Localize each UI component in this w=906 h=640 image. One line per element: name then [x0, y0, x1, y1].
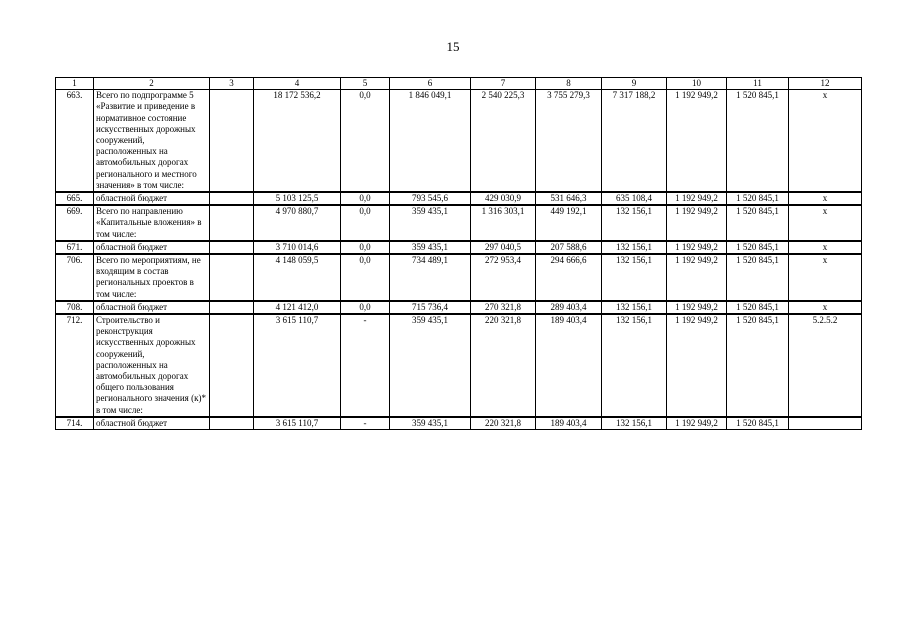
cell-col6: 359 435,1 — [390, 205, 471, 241]
cell-col6: 1 846 049,1 — [390, 90, 471, 192]
cell-col7: 429 030,9 — [471, 192, 536, 205]
cell-col4: 3 615 110,7 — [254, 417, 341, 430]
column-header: 5 — [341, 78, 390, 90]
cell-col8: 449 192,1 — [536, 205, 602, 241]
cell-col7: 2 540 225,3 — [471, 90, 536, 192]
cell-col11: 1 520 845,1 — [727, 417, 789, 430]
cell-col10: 1 192 949,2 — [667, 254, 727, 301]
column-header: 8 — [536, 78, 602, 90]
cell-col3 — [210, 90, 254, 192]
table-row — [56, 314, 862, 417]
row-name: областной бюджет — [94, 417, 210, 430]
cell-col11: 1 520 845,1 — [727, 301, 789, 314]
column-header: 11 — [727, 78, 789, 90]
cell-col4: 3 710 014,6 — [254, 241, 341, 254]
cell-col8: 531 646,3 — [536, 192, 602, 205]
cell-col11: 1 520 845,1 — [727, 241, 789, 254]
row-name: Всего по мероприятиям, не входящим в состав региональных проектов в том числе: — [94, 254, 210, 301]
table-row — [56, 254, 862, 301]
cell-col7: 1 316 303,1 — [471, 205, 536, 241]
cell-col10: 1 192 949,2 — [667, 205, 727, 241]
column-header: 1 — [56, 78, 94, 90]
cell-col9: 132 156,1 — [602, 417, 667, 430]
row-number: 663. — [56, 90, 94, 192]
cell-col6: 715 736,4 — [390, 301, 471, 314]
column-header: 12 — [789, 78, 862, 90]
cell-col3 — [210, 205, 254, 241]
cell-col10: 1 192 949,2 — [667, 314, 727, 417]
cell-col6: 359 435,1 — [390, 314, 471, 417]
cell-col4: 4 970 880,7 — [254, 205, 341, 241]
cell-col3 — [210, 314, 254, 417]
cell-col10: 1 192 949,2 — [667, 90, 727, 192]
cell-col4: 4 148 059,5 — [254, 254, 341, 301]
row-name: Строительство и реконструкция искусственных дорожных сооружений, расположенных на автомобильных дорогах общего пользования регионального значения (к)* в том числе: — [94, 314, 210, 417]
cell-col3 — [210, 241, 254, 254]
cell-col5: - — [341, 417, 390, 430]
table-row — [56, 241, 862, 254]
cell-col12: х — [789, 241, 862, 254]
cell-col9: 132 156,1 — [602, 241, 667, 254]
column-header: 10 — [667, 78, 727, 90]
cell-col5: 0,0 — [341, 254, 390, 301]
cell-col5: - — [341, 314, 390, 417]
cell-col4: 3 615 110,7 — [254, 314, 341, 417]
cell-col10: 1 192 949,2 — [667, 241, 727, 254]
cell-col5: 0,0 — [341, 205, 390, 241]
cell-col9: 635 108,4 — [602, 192, 667, 205]
cell-col5: 0,0 — [341, 301, 390, 314]
cell-col9: 132 156,1 — [602, 314, 667, 417]
row-number: 708. — [56, 301, 94, 314]
cell-col3 — [210, 301, 254, 314]
cell-col3 — [210, 192, 254, 205]
cell-col7: 270 321,8 — [471, 301, 536, 314]
row-name: областной бюджет — [94, 241, 210, 254]
cell-col11: 1 520 845,1 — [727, 192, 789, 205]
cell-col7: 272 953,4 — [471, 254, 536, 301]
column-header: 9 — [602, 78, 667, 90]
column-header: 7 — [471, 78, 536, 90]
cell-col11: 1 520 845,1 — [727, 205, 789, 241]
column-header: 6 — [390, 78, 471, 90]
cell-col8: 3 755 279,3 — [536, 90, 602, 192]
row-number: 669. — [56, 205, 94, 241]
row-number: 671. — [56, 241, 94, 254]
row-name: Всего по подпрограмме 5 «Развитие и приведение в нормативное состояние искусственных дорожных сооружений, расположенных на автомобильных дорогах регионального и местного значения» в том числе: — [94, 90, 210, 192]
cell-col7: 297 040,5 — [471, 241, 536, 254]
cell-col6: 359 435,1 — [390, 417, 471, 430]
cell-col7: 220 321,8 — [471, 314, 536, 417]
cell-col7: 220 321,8 — [471, 417, 536, 430]
budget-table — [55, 77, 862, 430]
page-number: 15 — [446, 39, 460, 54]
row-number: 706. — [56, 254, 94, 301]
column-header: 2 — [94, 78, 210, 90]
cell-col11: 1 520 845,1 — [727, 254, 789, 301]
cell-col12: 5.2.5.2 — [789, 314, 862, 417]
cell-col10: 1 192 949,2 — [667, 192, 727, 205]
cell-col4: 4 121 412,0 — [254, 301, 341, 314]
column-header: 4 — [254, 78, 341, 90]
cell-col12: х — [789, 205, 862, 241]
table-row — [56, 301, 862, 314]
row-number: 665. — [56, 192, 94, 205]
cell-col8: 189 403,4 — [536, 417, 602, 430]
cell-col3 — [210, 254, 254, 301]
cell-col8: 289 403,4 — [536, 301, 602, 314]
row-name: областной бюджет — [94, 192, 210, 205]
cell-col11: 1 520 845,1 — [727, 314, 789, 417]
table-row — [56, 417, 862, 430]
table-row — [56, 205, 862, 241]
cell-col9: 7 317 188,2 — [602, 90, 667, 192]
cell-col12: х — [789, 192, 862, 205]
row-name: областной бюджет — [94, 301, 210, 314]
cell-col8: 189 403,4 — [536, 314, 602, 417]
cell-col6: 793 545,6 — [390, 192, 471, 205]
table-row — [56, 192, 862, 205]
cell-col9: 132 156,1 — [602, 301, 667, 314]
cell-col4: 5 103 125,5 — [254, 192, 341, 205]
cell-col11: 1 520 845,1 — [727, 90, 789, 192]
cell-col8: 207 588,6 — [536, 241, 602, 254]
cell-col3 — [210, 417, 254, 430]
column-number-row — [56, 78, 862, 90]
cell-col9: 132 156,1 — [602, 254, 667, 301]
cell-col4: 18 172 536,2 — [254, 90, 341, 192]
table-row — [56, 90, 862, 192]
cell-col9: 132 156,1 — [602, 205, 667, 241]
cell-col5: 0,0 — [341, 241, 390, 254]
cell-col10: 1 192 949,2 — [667, 417, 727, 430]
row-number: 712. — [56, 314, 94, 417]
row-number: 714. — [56, 417, 94, 430]
cell-col12 — [789, 417, 862, 430]
cell-col5: 0,0 — [341, 192, 390, 205]
cell-col6: 359 435,1 — [390, 241, 471, 254]
cell-col12: х — [789, 254, 862, 301]
column-header: 3 — [210, 78, 254, 90]
cell-col12: х — [789, 90, 862, 192]
cell-col10: 1 192 949,2 — [667, 301, 727, 314]
cell-col8: 294 666,6 — [536, 254, 602, 301]
cell-col5: 0,0 — [341, 90, 390, 192]
cell-col12: х — [789, 301, 862, 314]
row-name: Всего по направлению «Капитальные вложения» в том числе: — [94, 205, 210, 241]
cell-col6: 734 489,1 — [390, 254, 471, 301]
